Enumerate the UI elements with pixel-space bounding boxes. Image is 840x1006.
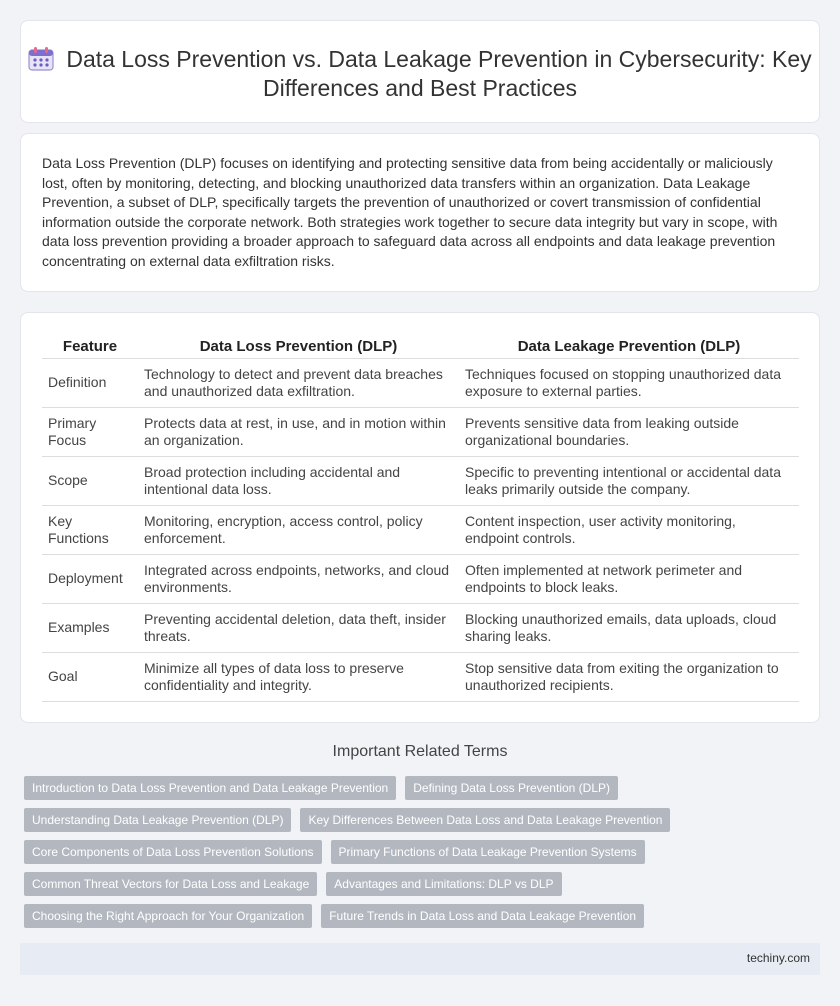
related-terms-list xyxy=(24,776,824,936)
table-row xyxy=(42,554,799,603)
intro-paragraph: Data Loss Prevention (DLP) focuses on identifying and protecting sensitive data from being accidentally or maliciously lost, often by monitoring, detecting, and blocking unauthorized data transfers within an organization. Data Leakage Prevention, a subset of DLP, specifically targets the prevention of unauthorized or covert transmission of confidential information outside the corporate network. Both strategies work together to secure data integrity but vary in scope, with data loss prevention providing a broader approach to safeguard data across all endpoints and data leakage prevention concentrating on external data exfiltration risks. xyxy=(42,155,778,269)
table-row xyxy=(42,603,799,652)
related-term-link[interactable]: Future Trends in Data Loss and Data Leakage Prevention xyxy=(321,904,644,928)
table-row xyxy=(42,358,799,407)
table-row xyxy=(42,505,799,554)
leakage-cell: Often implemented at network perimeter and endpoints to block leaks. xyxy=(459,554,799,603)
comparison-card xyxy=(20,312,820,723)
feature-cell: Deployment xyxy=(42,554,138,603)
loss-cell: Minimize all types of data loss to preserve confidentiality and integrity. xyxy=(138,652,459,701)
feature-cell: Examples xyxy=(42,603,138,652)
related-term-link[interactable]: Common Threat Vectors for Data Loss and Leakage xyxy=(24,872,317,896)
leakage-cell: Prevents sensitive data from leaking outside organizational boundaries. xyxy=(459,407,799,456)
related-term-link[interactable]: Defining Data Loss Prevention (DLP) xyxy=(405,776,618,800)
loss-cell: Broad protection including accidental and intentional data loss. xyxy=(138,456,459,505)
loss-cell: Preventing accidental deletion, data theft, insider threats. xyxy=(138,603,459,652)
header-feature: Feature xyxy=(42,333,138,358)
feature-cell: Goal xyxy=(42,652,138,701)
table-row xyxy=(42,407,799,456)
feature-cell: Definition xyxy=(42,358,138,407)
related-term-link[interactable]: Choosing the Right Approach for Your Organization xyxy=(24,904,312,928)
header-data-loss-prevention: Data Loss Prevention (DLP) xyxy=(138,333,459,358)
leakage-cell: Techniques focused on stopping unauthorized data exposure to external parties. xyxy=(459,358,799,407)
loss-cell: Technology to detect and prevent data breaches and unauthorized data exfiltration. xyxy=(138,358,459,407)
comparison-table xyxy=(42,333,799,702)
related-term-link[interactable]: Core Components of Data Loss Prevention Solutions xyxy=(24,840,322,864)
calendar-icon xyxy=(28,47,54,71)
table-row xyxy=(42,456,799,505)
feature-cell: Scope xyxy=(42,456,138,505)
footer xyxy=(20,943,820,975)
page-title-text: Data Loss Prevention vs. Data Leakage Prevention in Cybersecurity: Key Differences and Best Practices xyxy=(66,46,812,101)
intro-card xyxy=(20,133,820,292)
loss-cell: Protects data at rest, in use, and in motion within an organization. xyxy=(138,407,459,456)
leakage-cell: Specific to preventing intentional or accidental data leaks primarily outside the company. xyxy=(459,456,799,505)
title-card xyxy=(20,20,820,123)
loss-cell: Integrated across endpoints, networks, and cloud environments. xyxy=(138,554,459,603)
table-row xyxy=(42,652,799,701)
table-header-row xyxy=(42,333,799,358)
loss-cell: Monitoring, encryption, access control, policy enforcement. xyxy=(138,505,459,554)
feature-cell: Key Functions xyxy=(42,505,138,554)
leakage-cell: Stop sensitive data from exiting the organization to unauthorized recipients. xyxy=(459,652,799,701)
leakage-cell: Blocking unauthorized emails, data uploads, cloud sharing leaks. xyxy=(459,603,799,652)
header-data-leakage-prevention: Data Leakage Prevention (DLP) xyxy=(459,333,799,358)
related-term-link[interactable]: Introduction to Data Loss Prevention and Data Leakage Prevention xyxy=(24,776,396,800)
leakage-cell: Content inspection, user activity monitoring, endpoint controls. xyxy=(459,505,799,554)
related-term-link[interactable]: Understanding Data Leakage Prevention (DLP) xyxy=(24,808,291,832)
related-term-link[interactable]: Advantages and Limitations: DLP vs DLP xyxy=(326,872,561,896)
footer-site-link[interactable]: techiny.com xyxy=(746,951,810,965)
page-title xyxy=(21,45,819,103)
related-term-link[interactable]: Key Differences Between Data Loss and Data Leakage Prevention xyxy=(300,808,670,832)
related-term-link[interactable]: Primary Functions of Data Leakage Prevention Systems xyxy=(331,840,645,864)
feature-cell: Primary Focus xyxy=(42,407,138,456)
related-terms-title: Important Related Terms xyxy=(332,743,508,760)
